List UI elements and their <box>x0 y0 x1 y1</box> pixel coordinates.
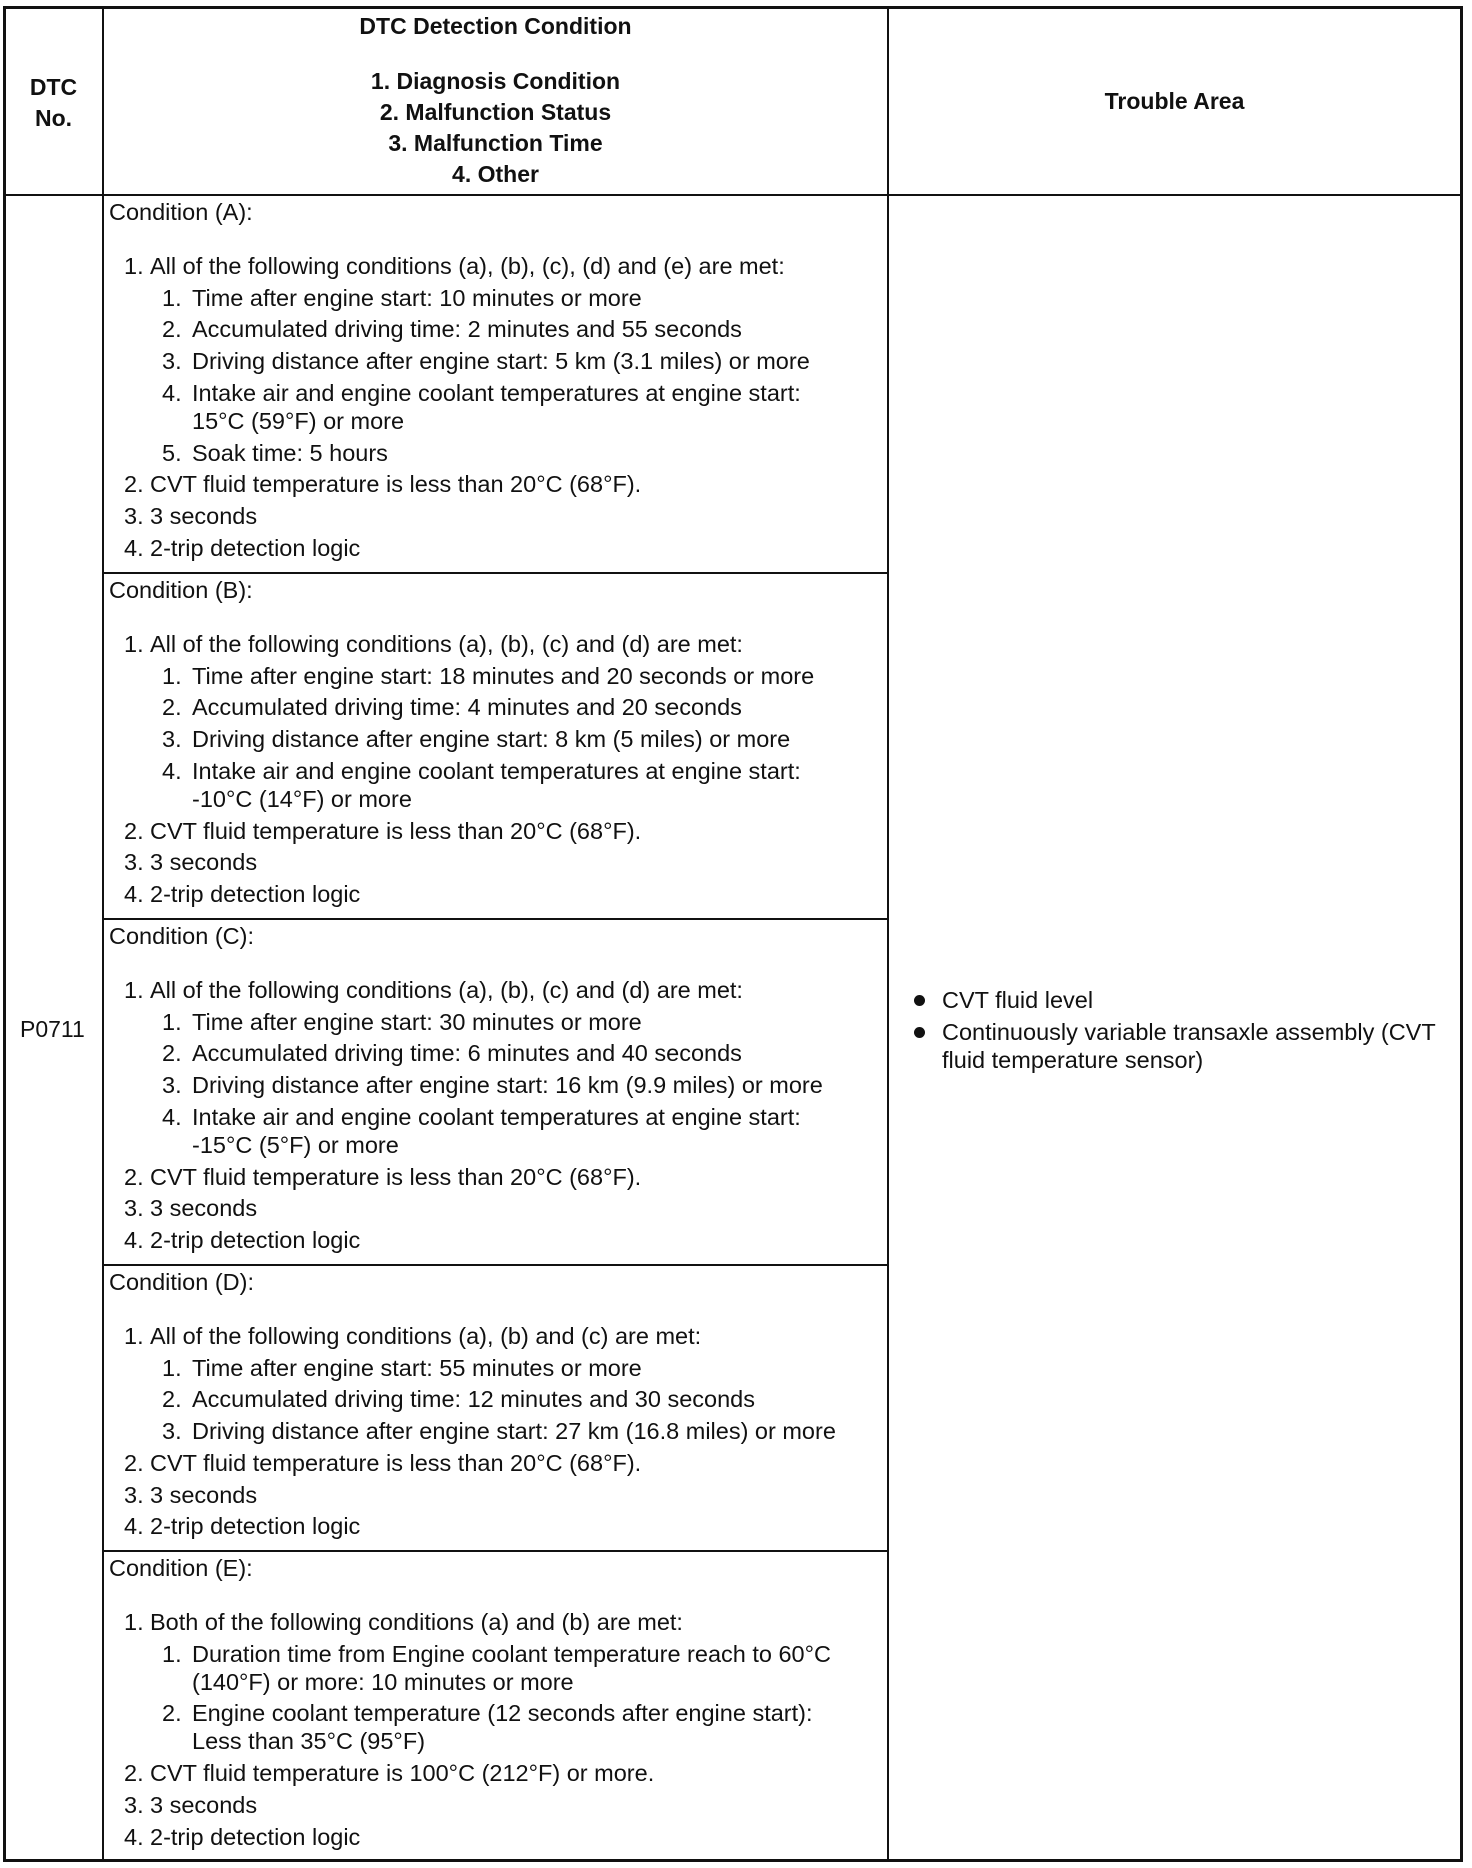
subitem-text: Driving distance after engine start: 5 km (3.1 miles) or more <box>192 348 810 375</box>
subitem-number: 1. <box>162 284 182 311</box>
item-number: 4. <box>124 534 144 561</box>
column-divider-2 <box>887 6 889 1862</box>
item-text: All of the following conditions (a), (b), (c) and (d) are met: <box>150 977 743 1003</box>
condition-title: Condition (C): <box>109 923 254 949</box>
subitem-text: Driving distance after engine start: 8 km (5 miles) or more <box>192 726 791 753</box>
item-number: 3. <box>124 849 144 876</box>
item-number: 3. <box>124 1791 144 1818</box>
subitem-number: 3. <box>162 1418 182 1445</box>
subitem-text: Accumulated driving time: 4 minutes and 20 seconds <box>192 694 742 721</box>
subitem-text: (140°F) or more: 10 minutes or more <box>192 1668 574 1695</box>
item-text: 3 seconds <box>150 1195 258 1222</box>
trouble-area-item: CVT fluid level <box>942 987 1094 1013</box>
item-number: 3. <box>124 502 144 529</box>
header-dtc-line: No. <box>34 105 73 131</box>
condition-title: Condition (D): <box>109 1269 254 1295</box>
item-number: 3. <box>124 1481 144 1508</box>
subitem-number: 1. <box>162 1008 182 1035</box>
bullet-icon <box>914 995 925 1006</box>
item-number: 4. <box>124 1513 144 1540</box>
subitem-text: Driving distance after engine start: 27 km (16.8 miles) or more <box>192 1418 836 1445</box>
subitem-number: 1. <box>162 1354 182 1381</box>
header-detection-item: 3. Malfunction Time <box>388 130 603 156</box>
trouble-area-item: Continuously variable transaxle assembly (CVT <box>942 1019 1436 1045</box>
subitem-text: Time after engine start: 55 minutes or more <box>192 1354 642 1381</box>
subitem-text: Time after engine start: 10 minutes or more <box>192 284 642 311</box>
header-detection-condition <box>104 11 887 190</box>
subitem-text: Driving distance after engine start: 16 km (9.9 miles) or more <box>192 1072 823 1099</box>
subitem-number: 2. <box>162 1700 182 1727</box>
item-text: 2-trip detection logic <box>150 534 361 561</box>
subitem-number: 3. <box>162 348 182 375</box>
item-number: 2. <box>124 1163 144 1190</box>
header-detection-item: 4. Other <box>452 161 539 187</box>
item-text: Both of the following conditions (a) and (b) are met: <box>150 1609 683 1635</box>
condition-block <box>104 920 884 1264</box>
header-trouble-area: Trouble Area <box>1104 88 1245 114</box>
condition-block <box>104 196 884 572</box>
item-number: 1. <box>124 1609 144 1635</box>
item-number: 4. <box>124 880 144 907</box>
header-detection-title: DTC Detection Condition <box>359 13 632 39</box>
item-text: CVT fluid temperature is less than 20°C (68°F). <box>150 817 642 844</box>
item-number: 2. <box>124 1760 144 1787</box>
header-dtc-no <box>5 72 102 134</box>
item-number: 2. <box>124 817 144 844</box>
item-number: 3. <box>124 1195 144 1222</box>
subitem-text: -10°C (14°F) or more <box>192 785 412 812</box>
condition-title: Condition (B): <box>109 577 253 603</box>
subitem-number: 3. <box>162 1072 182 1099</box>
item-text: 2-trip detection logic <box>150 1513 361 1540</box>
item-number: 2. <box>124 1449 144 1476</box>
header-detection-item: 2. Malfunction Status <box>379 99 612 125</box>
subitem-text: Time after engine start: 30 minutes or more <box>192 1008 642 1035</box>
trouble-area-item: fluid temperature sensor) <box>942 1047 1204 1073</box>
item-text: CVT fluid temperature is less than 20°C (68°F). <box>150 471 642 498</box>
header-dtc-line: DTC <box>29 74 78 100</box>
item-text: 3 seconds <box>150 849 258 876</box>
subitem-text: Intake air and engine coolant temperatures at engine start: <box>192 757 801 784</box>
condition-block <box>104 1552 884 1860</box>
dtc-code: P0711 <box>20 1016 85 1042</box>
item-text: CVT fluid temperature is less than 20°C (68°F). <box>150 1449 642 1476</box>
item-text: All of the following conditions (a), (b), (c) and (d) are met: <box>150 631 743 657</box>
item-text: 3 seconds <box>150 1481 258 1508</box>
item-text: 2-trip detection logic <box>150 1823 361 1850</box>
condition-title: Condition (E): <box>109 1555 253 1581</box>
item-text: CVT fluid temperature is 100°C (212°F) or more. <box>150 1760 655 1787</box>
subitem-text: Time after engine start: 18 minutes and 20 seconds or more <box>192 662 815 689</box>
item-text: All of the following conditions (a), (b) and (c) are met: <box>150 1323 702 1349</box>
subitem-number: 2. <box>162 694 182 721</box>
item-number: 1. <box>124 253 144 279</box>
subitem-number: 1. <box>162 662 182 689</box>
item-text: 3 seconds <box>150 1791 258 1818</box>
condition-title: Condition (A): <box>109 199 253 225</box>
subitem-text: -15°C (5°F) or more <box>192 1131 399 1158</box>
item-number: 1. <box>124 977 144 1003</box>
item-text: 3 seconds <box>150 502 258 529</box>
item-text: All of the following conditions (a), (b), (c), (d) and (e) are met: <box>150 253 785 279</box>
subitem-number: 3. <box>162 726 182 753</box>
bullet-icon <box>914 1027 925 1038</box>
subitem-text: 15°C (59°F) or more <box>192 407 405 434</box>
subitem-number: 2. <box>162 316 182 343</box>
header-detection-item: 1. Diagnosis Condition <box>370 68 621 94</box>
subitem-text: Less than 35°C (95°F) <box>192 1728 426 1755</box>
subitem-number: 4. <box>162 379 182 406</box>
subitem-number: 4. <box>162 1103 182 1130</box>
item-text: 2-trip detection logic <box>150 1226 361 1253</box>
item-number: 4. <box>124 1823 144 1850</box>
subitem-text: Accumulated driving time: 6 minutes and 40 seconds <box>192 1040 742 1067</box>
item-number: 4. <box>124 1226 144 1253</box>
subitem-number: 1. <box>162 1640 182 1667</box>
condition-block <box>104 574 884 918</box>
subitem-number: 2. <box>162 1040 182 1067</box>
subitem-text: Duration time from Engine coolant temperature reach to 60°C <box>192 1640 831 1667</box>
item-text: CVT fluid temperature is less than 20°C (68°F). <box>150 1163 642 1190</box>
subitem-number: 5. <box>162 439 182 466</box>
subitem-number: 4. <box>162 757 182 784</box>
subitem-text: Accumulated driving time: 12 minutes and 30 seconds <box>192 1386 756 1413</box>
item-number: 1. <box>124 631 144 657</box>
subitem-text: Intake air and engine coolant temperatures at engine start: <box>192 379 801 406</box>
subitem-text: Engine coolant temperature (12 seconds after engine start): <box>192 1700 813 1727</box>
condition-block <box>104 1266 884 1550</box>
subitem-number: 2. <box>162 1386 182 1413</box>
subitem-text: Soak time: 5 hours <box>192 439 388 466</box>
subitem-text: Accumulated driving time: 2 minutes and 55 seconds <box>192 316 742 343</box>
item-number: 2. <box>124 471 144 498</box>
item-number: 1. <box>124 1323 144 1349</box>
item-text: 2-trip detection logic <box>150 880 361 907</box>
subitem-text: Intake air and engine coolant temperatures at engine start: <box>192 1103 801 1130</box>
